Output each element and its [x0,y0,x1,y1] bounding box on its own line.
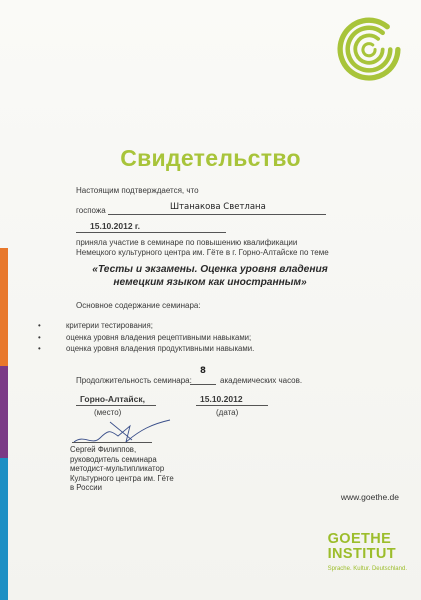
signatory-block [70,445,174,493]
name-underline [108,214,326,215]
signature-underline [72,442,152,443]
page-title: Свидетельство [120,145,301,171]
purple-stripe [0,366,8,458]
duration-underline [190,384,216,385]
brand-line-1: GOETHE [327,531,392,547]
brand-tagline: Sprache. Kultur. Deutschland. [327,566,407,572]
date-underline [76,232,226,233]
date-label: (дата) [216,408,239,417]
list-item: • критерии тестирования; [38,320,254,332]
seminar-title-line-2: немецким языком как иностранным» [113,277,307,288]
participation-line-2: Немецкого культурного центра им. Гёте в г. Горно-Алтайске по теме [76,248,329,257]
signatory-line: руководитель семинара [70,454,157,464]
goethe-logo-icon [331,10,407,86]
honorific-label: госпожа [76,206,106,215]
seminar-title-line-1: «Тесты и экзамены. Оценка уровня владения [92,264,328,275]
duration-value: 8 [200,366,206,376]
brand-line-2: INSTITUT [327,546,397,562]
list-item: • оценка уровня владения рецептивными навыками; [38,332,254,344]
website-link[interactable]: www.goethe.de [340,492,399,502]
signatory-line: в России [70,483,103,493]
content-list [38,320,254,355]
date-value-underline [196,405,268,406]
place-underline [76,405,156,406]
seminar-title [60,263,360,289]
recipient-name: Штанакова Светлана [170,202,266,212]
participation-line-1: приняла участие в семинаре по повышению квалификации [76,238,298,247]
orange-stripe [0,248,8,366]
issue-date: 15.10.2012 г. [90,221,140,231]
signatory-line: Сергей Филиппов, [70,445,137,454]
date-value: 15.10.2012 [200,394,243,404]
content-heading: Основное содержание семинара: [76,301,201,310]
duration-unit: академических часов. [220,376,303,385]
confirm-text: Настоящим подтверждается, что [76,186,199,195]
place-label: (место) [94,408,122,417]
list-item: • оценка уровня владения продуктивными навыками. [38,343,254,355]
signatory-line: методист-мультипликатор [70,464,165,474]
duration-label: Продолжительность семинара: [76,376,192,385]
signatory-line: Культурного центра им. Гёте [70,473,174,483]
goethe-institut-brand [328,532,407,573]
blue-stripe [0,458,8,600]
place-value: Горно-Алтайск, [80,394,145,404]
